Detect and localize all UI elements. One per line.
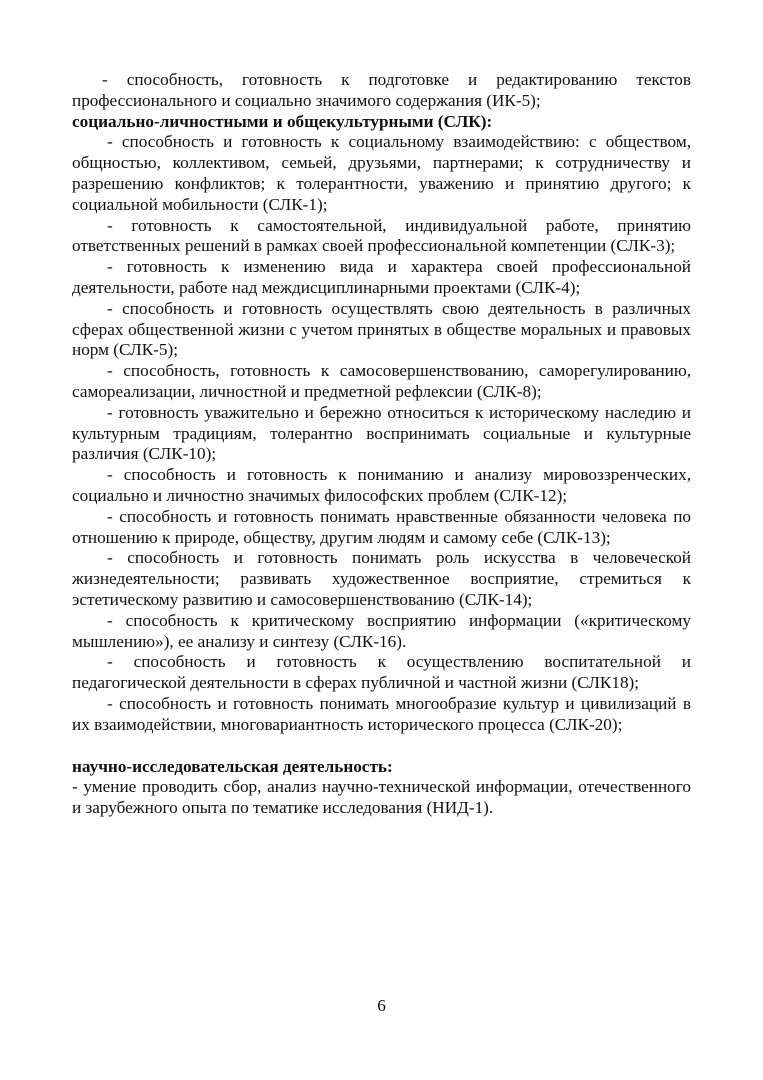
heading-nid: научно-исследовательская деятельность: [72,756,393,776]
paragraph-slk16: - способность к критическому восприятию информации («критическому мышлению»), ее анализу и синтезу (СЛК-16). [72,610,691,651]
paragraph-slk18: - способность и готовность к осуществлению воспитательной и педагогической деятельности в сферах публичной и частной жизни (СЛК18); [72,652,691,693]
page-number: 6 [377,996,386,1015]
paragraph-slk1: - способность и готовность к социальному взаимодействию: с обществом, общностью, коллективом, семьей, друзьями, партнерами; к сотрудничеству и разрешению конфликтов; к толерантности, уважению и принятию другого; к социальной мобильности (СЛК-1); [72,132,691,214]
paragraph-slk5: - способность и готовность осуществлять свою деятельность в различных сферах общественной жизни с учетом принятых в обществе моральных и правовых норм (СЛК-5); [72,298,691,360]
paragraph-slk8: - способность, готовность к самосовершенствованию, саморегулированию, самореализации, личностной и предметной рефлексии (СЛК-8); [72,361,691,401]
paragraph-slk13: - способность и готовность понимать нравственные обязанности человека по отношению к природе, обществу, другим людям и самому себе (СЛК-13); [72,506,691,547]
document-page [72,70,691,819]
paragraph-nid1: - умение проводить сбор, анализ научно-технической информации, отечественного и зарубежного опыта по тематике исследования (НИД-1). [72,777,691,818]
paragraph-ik5: - способность, готовность к подготовке и редактированию текстов профессионального и социально значимого содержания (ИК-5); [72,70,691,110]
paragraph-slk12: - способность и готовность к пониманию и анализу мировоззренческих, социально и личностно значимых философских проблем (СЛК-12); [72,465,691,505]
paragraph-slk14: - способность и готовность понимать роль искусства в человеческой жизнедеятельности; развивать художественное восприятие, стремиться к эстетическому развитию и самосовершенствованию (СЛК-14); [72,548,691,609]
paragraph-slk3: - готовность к самостоятельной, индивидуальной работе, принятию ответственных решений в рамках своей профессиональной компетенции (СЛК-3); [72,215,691,256]
heading-slk: социально-личностными и общекультурными (СЛК): [72,111,493,131]
paragraph-slk4: - готовность к изменению вида и характера своей профессиональной деятельности, работе над междисциплинарными проектами (СЛК-4); [72,257,691,297]
paragraph-slk10: - готовность уважительно и бережно относиться к историческому наследию и культурным традициям, толерантно воспринимать социальные и культурные различия (СЛК-10); [72,402,691,464]
paragraph-slk20: - способность и готовность понимать многообразие культур и цивилизаций в их взаимодействии, многовариантность исторического процесса (СЛК-20); [72,693,691,734]
